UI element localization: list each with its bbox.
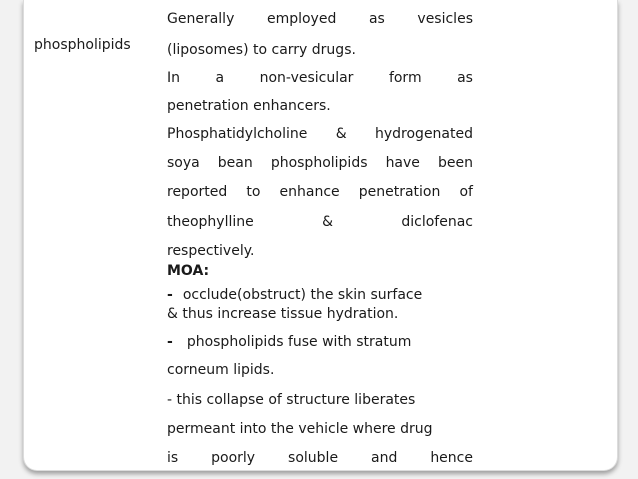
word: form bbox=[388, 70, 422, 86]
word: hence bbox=[430, 450, 473, 466]
word: as bbox=[368, 11, 385, 27]
text-line-17 bbox=[167, 449, 473, 467]
moa-heading: MOA: bbox=[167, 263, 210, 279]
text-line-5 bbox=[167, 125, 473, 143]
term-label: phospholipids bbox=[34, 37, 131, 53]
bullet-dash: - bbox=[167, 287, 173, 303]
word: diclofenac bbox=[401, 214, 473, 230]
word: to bbox=[246, 184, 261, 200]
slide-card bbox=[23, 0, 618, 471]
word: bean bbox=[217, 155, 253, 171]
word: theophylline bbox=[167, 214, 254, 230]
word: In bbox=[167, 70, 181, 86]
word: soluble bbox=[288, 450, 339, 466]
word: reported bbox=[167, 184, 228, 200]
word: & bbox=[335, 126, 347, 142]
word: & bbox=[322, 214, 334, 230]
text-line-11 bbox=[167, 286, 422, 304]
text-line-6 bbox=[167, 154, 473, 172]
text-line-16: permeant into the vehicle where drug bbox=[167, 421, 433, 437]
bullet-dash: - bbox=[167, 334, 173, 350]
word: penetration bbox=[358, 184, 441, 200]
word: been bbox=[437, 155, 473, 171]
text-line-2: (liposomes) to carry drugs. bbox=[167, 42, 356, 58]
word: non-vesicular bbox=[259, 70, 354, 86]
word: vesicles bbox=[417, 11, 473, 27]
word: phospholipids bbox=[270, 155, 368, 171]
text-line-14: corneum lipids. bbox=[167, 362, 275, 378]
text-line-13 bbox=[167, 333, 411, 351]
text-line-15: - this collapse of structure liberates bbox=[167, 392, 416, 408]
text-line-7 bbox=[167, 183, 473, 201]
word: of bbox=[459, 184, 473, 200]
text-line-4: penetration enhancers. bbox=[167, 98, 331, 114]
word: have bbox=[385, 155, 420, 171]
word: employed bbox=[266, 11, 337, 27]
word: and bbox=[371, 450, 398, 466]
text-line-8 bbox=[167, 213, 473, 231]
line-text: phospholipids fuse with stratum bbox=[186, 334, 412, 350]
word: a bbox=[215, 70, 225, 86]
word: hydrogenated bbox=[375, 126, 473, 142]
word: poorly bbox=[211, 450, 256, 466]
word: soya bbox=[167, 155, 200, 171]
word: is bbox=[167, 450, 179, 466]
word: Phosphatidylcholine bbox=[167, 126, 308, 142]
text-line-9: respectively. bbox=[167, 243, 255, 259]
word: enhance bbox=[279, 184, 340, 200]
word: as bbox=[457, 70, 473, 86]
text-line-1 bbox=[167, 10, 473, 28]
line-text: occlude(obstruct) the skin surface bbox=[182, 287, 423, 303]
text-line-3 bbox=[167, 69, 473, 87]
text-line-12: & thus increase tissue hydration. bbox=[167, 306, 399, 322]
word: Generally bbox=[167, 11, 235, 27]
